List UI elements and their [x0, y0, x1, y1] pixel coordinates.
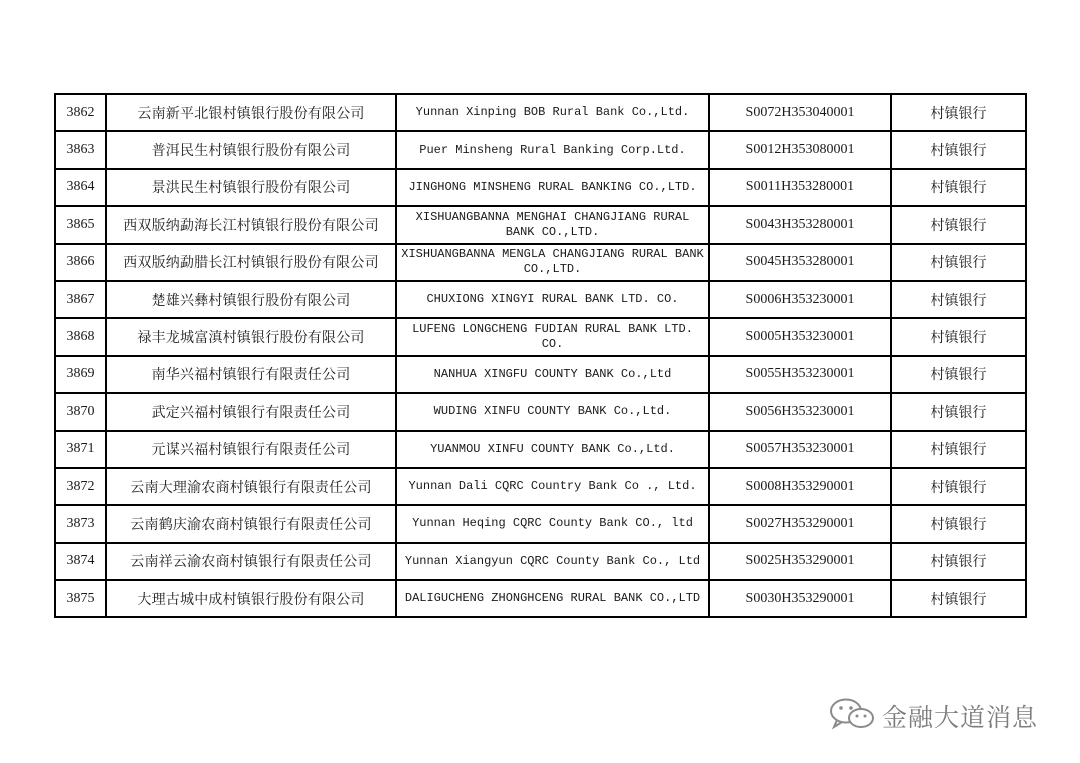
bank-name-en: Yunnan Xiangyun CQRC County Bank Co., Ltd [396, 543, 709, 580]
bank-name-en: CHUXIONG XINGYI RURAL BANK LTD. CO. [396, 281, 709, 318]
institution-type: 村镇银行 [891, 206, 1026, 243]
institution-code: S0043H353280001 [709, 206, 891, 243]
institution-code: S0012H353080001 [709, 131, 891, 168]
institution-code: S0025H353290001 [709, 543, 891, 580]
institution-code: S0072H353040001 [709, 94, 891, 131]
bank-name-cn: 西双版纳勐腊长江村镇银行股份有限公司 [106, 244, 396, 281]
institution-type: 村镇银行 [891, 131, 1026, 168]
row-number: 3868 [55, 318, 106, 355]
table-row [55, 206, 1026, 243]
bank-name-cn: 云南鹤庆渝农商村镇银行有限责任公司 [106, 505, 396, 542]
bank-name-cn: 禄丰龙城富滇村镇银行股份有限公司 [106, 318, 396, 355]
bank-table [54, 93, 1027, 618]
bank-name-en: YUANMOU XINFU COUNTY BANK Co.,Ltd. [396, 431, 709, 468]
row-number: 3875 [55, 580, 106, 617]
table-row [55, 505, 1026, 542]
bank-name-en: Puer Minsheng Rural Banking Corp.Ltd. [396, 131, 709, 168]
table-row [55, 431, 1026, 468]
table-row [55, 543, 1026, 580]
bank-name-cn: 云南祥云渝农商村镇银行有限责任公司 [106, 543, 396, 580]
table-row [55, 393, 1026, 430]
bank-name-cn: 元谋兴福村镇银行有限责任公司 [106, 431, 396, 468]
institution-type: 村镇银行 [891, 356, 1026, 393]
bank-name-en: NANHUA XINGFU COUNTY BANK Co.,Ltd [396, 356, 709, 393]
institution-code: S0008H353290001 [709, 468, 891, 505]
institution-code: S0056H353230001 [709, 393, 891, 430]
row-number: 3871 [55, 431, 106, 468]
row-number: 3874 [55, 543, 106, 580]
row-number: 3873 [55, 505, 106, 542]
row-number: 3870 [55, 393, 106, 430]
institution-code: S0045H353280001 [709, 244, 891, 281]
bank-name-cn: 西双版纳勐海长江村镇银行股份有限公司 [106, 206, 396, 243]
table-row [55, 169, 1026, 206]
institution-code: S0030H353290001 [709, 580, 891, 617]
institution-code: S0027H353290001 [709, 505, 891, 542]
watermark-text: 金融大道消息 [882, 703, 1039, 732]
institution-code: S0057H353230001 [709, 431, 891, 468]
table-row [55, 318, 1026, 355]
bank-name-cn: 南华兴福村镇银行有限责任公司 [106, 356, 396, 393]
table-row [55, 94, 1026, 131]
row-number: 3862 [55, 94, 106, 131]
institution-type: 村镇银行 [891, 468, 1026, 505]
institution-type: 村镇银行 [891, 94, 1026, 131]
table-row [55, 356, 1026, 393]
row-number: 3864 [55, 169, 106, 206]
bank-name-cn: 大理古城中成村镇银行股份有限公司 [106, 580, 396, 617]
table-row [55, 244, 1026, 281]
bank-name-en: XISHUANGBANNA MENGHAI CHANGJIANG RURAL BANK CO.,LTD. [396, 206, 709, 243]
row-number: 3869 [55, 356, 106, 393]
row-number: 3865 [55, 206, 106, 243]
institution-type: 村镇银行 [891, 318, 1026, 355]
institution-type: 村镇银行 [891, 431, 1026, 468]
bank-name-en: Yunnan Xinping BOB Rural Bank Co.,Ltd. [396, 94, 709, 131]
row-number: 3866 [55, 244, 106, 281]
bank-name-cn: 云南大理渝农商村镇银行有限责任公司 [106, 468, 396, 505]
row-number: 3872 [55, 468, 106, 505]
institution-type: 村镇银行 [891, 169, 1026, 206]
bank-name-en: Yunnan Dali CQRC Country Bank Co ., Ltd. [396, 468, 709, 505]
institution-type: 村镇银行 [891, 393, 1026, 430]
institution-code: S0055H353230001 [709, 356, 891, 393]
watermark [828, 696, 1038, 736]
bank-name-en: JINGHONG MINSHENG RURAL BANKING CO.,LTD. [396, 169, 709, 206]
bank-name-cn: 武定兴福村镇银行有限责任公司 [106, 393, 396, 430]
bank-name-cn: 楚雄兴彝村镇银行股份有限公司 [106, 281, 396, 318]
bank-name-cn: 普洱民生村镇银行股份有限公司 [106, 131, 396, 168]
institution-code: S0011H353280001 [709, 169, 891, 206]
table-row [55, 281, 1026, 318]
table-body [55, 94, 1026, 617]
table-row [55, 131, 1026, 168]
bank-name-en: Yunnan Heqing CQRC County Bank CO., ltd [396, 505, 709, 542]
bank-name-cn: 云南新平北银村镇银行股份有限公司 [106, 94, 396, 131]
wechat-icon [828, 697, 876, 735]
institution-type: 村镇银行 [891, 281, 1026, 318]
row-number: 3863 [55, 131, 106, 168]
bank-name-en: DALIGUCHENG ZHONGHCENG RURAL BANK CO.,LTD [396, 580, 709, 617]
table-row [55, 580, 1026, 617]
institution-type: 村镇银行 [891, 244, 1026, 281]
institution-type: 村镇银行 [891, 580, 1026, 617]
institution-type: 村镇银行 [891, 543, 1026, 580]
bank-name-en: XISHUANGBANNA MENGLA CHANGJIANG RURAL BANK CO.,LTD. [396, 244, 709, 281]
institution-type: 村镇银行 [891, 505, 1026, 542]
bank-name-en: LUFENG LONGCHENG FUDIAN RURAL BANK LTD. CO. [396, 318, 709, 355]
institution-code: S0006H353230001 [709, 281, 891, 318]
row-number: 3867 [55, 281, 106, 318]
table-row [55, 468, 1026, 505]
bank-name-cn: 景洪民生村镇银行股份有限公司 [106, 169, 396, 206]
institution-code: S0005H353230001 [709, 318, 891, 355]
bank-name-en: WUDING XINFU COUNTY BANK Co.,Ltd. [396, 393, 709, 430]
